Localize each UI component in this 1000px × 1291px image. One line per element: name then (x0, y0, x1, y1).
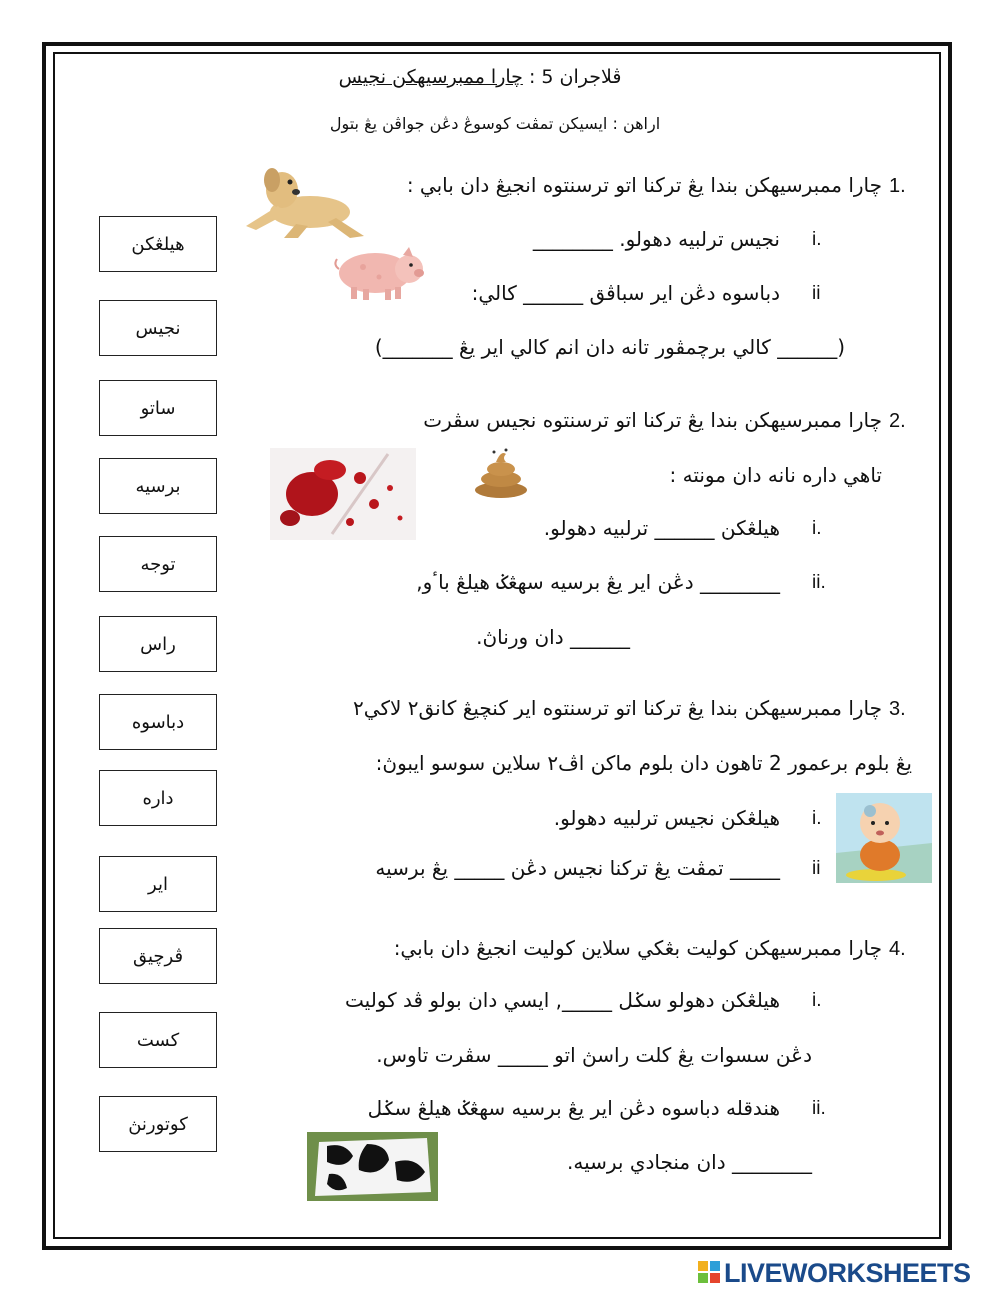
cowhide-icon (307, 1132, 438, 1201)
answer-box-4[interactable]: برسيه (99, 458, 217, 514)
answer-box-8[interactable]: داره (99, 770, 217, 826)
baby-icon (836, 793, 932, 883)
liveworksheets-logo-icon (698, 1261, 720, 1283)
question-3-text-2: يڠ بلوم برعمور 2 تاهون دان بلوم ماکن اڤ٢ سلاين سوسو ايبوڽ: (375, 751, 912, 775)
q4-item-1-roman: i. (812, 990, 822, 1011)
q1-item-1-text: نجيس ترلبيه دهولو. ________ (532, 227, 780, 251)
question-4-number: 4. (889, 938, 906, 960)
question-4-text: چارا ممبرسيهکن کوليت بڠکي سلاين کوليت انجيڠ دان بابي: (393, 936, 882, 960)
q3-item-2-roman: ii (812, 858, 821, 879)
instruction: اراهن : ايسيکن تمڤت کوسوڠ دڠن جواڤن يڠ بتول (329, 114, 661, 133)
question-2-text: چارا ممبرسيهکن بندا يڠ ترکنا اتو ترسنتوه نجيس سڤرت (423, 408, 882, 432)
q4-item-2-text: دڠن سسوات يڠ کلت راسڽ اتو _____ سڤرت تاوس. (376, 1043, 812, 1067)
q4-item-3-roman: ii. (812, 1098, 826, 1119)
question-3-number: 3. (889, 698, 906, 720)
q3-item-1-text: هيلڠکن نجيس ترلبيه دهولو. (553, 806, 780, 830)
answer-box-3[interactable]: ساتو (99, 380, 217, 436)
q3-item-2-text: _____ تمڤت يڠ ترکنا نجيس دڠن _____ يڠ برسيه (375, 856, 780, 880)
answer-box-2[interactable]: نجيس (99, 300, 217, 356)
q4-item-4-text: ________ دان منجادي برسيه. (566, 1150, 812, 1174)
q1-item-2-text: دباسوه دڠن اير سباڤق ______ کالي: (471, 281, 780, 305)
answer-box-10[interactable]: ڤرچيق (99, 928, 217, 984)
question-2-number: 2. (889, 410, 906, 432)
answer-box-5[interactable]: توجه (99, 536, 217, 592)
q2-item-1-text: هيلڠکن ______ ترلبيه دهولو. (543, 516, 780, 540)
q4-item-3-text: هندقله دباسوه دڠن اير يڠ برسيه سهڠݢ هيلڠ سݢل (367, 1096, 780, 1120)
answer-box-11[interactable]: کست (99, 1012, 217, 1068)
q2-item-2-roman: ii. (812, 572, 826, 593)
question-1-number: 1. (889, 175, 906, 197)
question-1-text: چارا ممبرسيهکن بندا يڠ ترکنا اتو ترسنتوه انجيڠ دان بابي : (406, 173, 882, 197)
pig-icon (333, 245, 425, 301)
q2-item-2-text: ________ دڠن اير يڠ برسيه سهڠݢ هيلڠ باٴو, (416, 570, 780, 594)
feces-icon (470, 446, 532, 500)
q4-item-1-text: هيلڠکن دهولو سݢل _____, ايسي دان بولو ڤد کوليت (345, 988, 780, 1012)
answer-box-1[interactable]: هيلڠکن (99, 216, 217, 272)
q1-item-2-roman: ii (812, 283, 821, 304)
q2-item-1-roman: i. (812, 518, 822, 539)
liveworksheets-brand[interactable]: LIVEWORKSHEETS (724, 1258, 971, 1288)
blood-icon (270, 448, 416, 540)
answer-box-6[interactable]: راس (99, 616, 217, 672)
question-3-text: چارا ممبرسيهکن بندا يڠ ترکنا اتو ترسنتوه اير کنچيڠ کانق٢ لاکي٢ (353, 696, 882, 720)
q1-item-3-text: (______ کالي برچمڤور تانه دان انم کالي اير يڠ _______) (374, 335, 845, 359)
q1-item-1-roman: i. (812, 229, 822, 250)
q2-item-3-text: ______ دان ورناڽ. (476, 625, 630, 649)
answer-box-9[interactable]: اير (99, 856, 217, 912)
answer-box-7[interactable]: دباسوه (99, 694, 217, 750)
dog-icon (238, 160, 368, 240)
q3-item-1-roman: i. (812, 808, 822, 829)
answer-box-12[interactable]: کوتورنڽ (99, 1096, 217, 1152)
question-2-text-2: تاهي داره نانه دان مونته : (669, 463, 882, 487)
worksheet-title: ڤلاجران 5 : چارا ممبرسيهکن نجيس (338, 66, 622, 88)
